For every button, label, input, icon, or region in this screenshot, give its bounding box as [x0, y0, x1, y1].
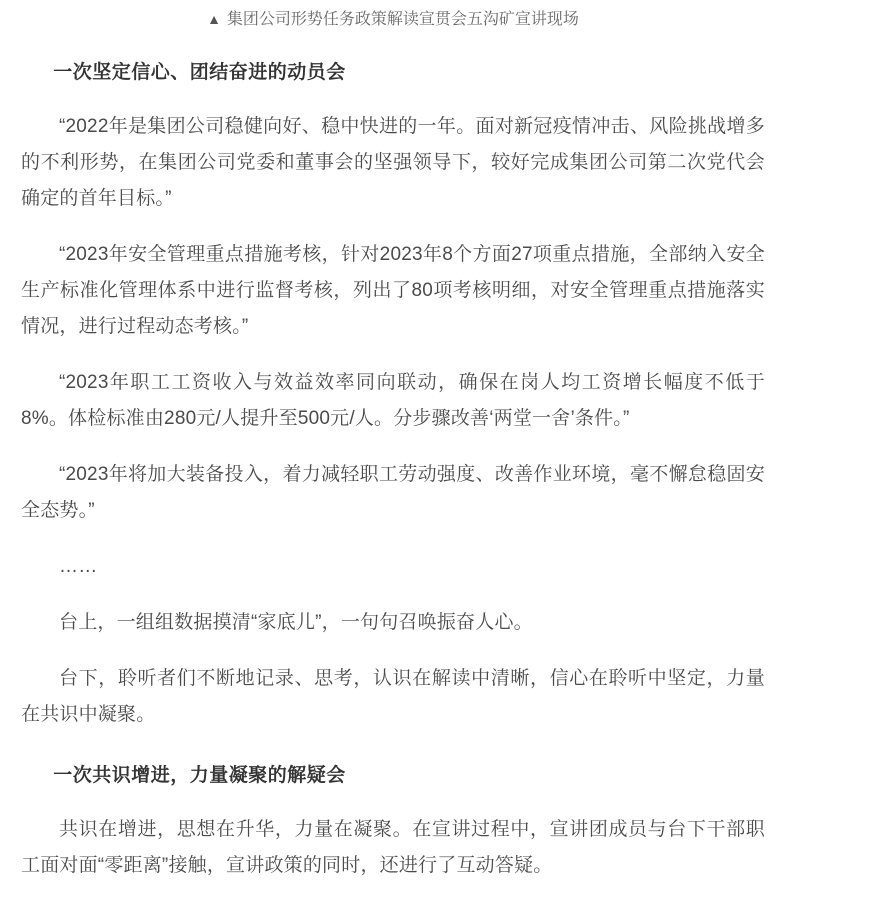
paragraph-quote-wages-welfare: “2023年职工工资收入与效益效率同向联动，确保在岗人均工资增长幅度不低于8%。体检标准由280元/人提升至500元/人。分步骤改善‘两堂一舍’条件。”	[21, 372, 765, 429]
paragraph-quote-equipment-investment: “2023年将加大装备投入，着力减轻职工劳动强度、改善作业环境，毫不懈怠稳固安全态势。”	[21, 464, 765, 521]
paragraph-off-stage: 台下，聆听者们不断地记录、思考，认识在解读中清晰，信心在聆听中坚定，力量在共识中凝聚。	[21, 668, 765, 725]
paragraph-consensus-interaction: 共识在增进，思想在升华，力量在凝聚。在宣讲过程中，宣讲团成员与台下干部职工面对面“零距离”接触，宣讲政策的同时，还进行了互动答疑。	[21, 819, 765, 876]
article-content	[21, 0, 765, 884]
section-heading-mobilization: 一次坚定信心、团结奋进的动员会	[53, 62, 346, 83]
paragraph-ellipsis: ……	[59, 556, 98, 577]
paragraph-quote-safety-assessment: “2023年安全管理重点措施考核，针对2023年8个方面27项重点措施，全部纳入安全生产标准化管理体系中进行监督考核，列出了80项考核明细，对安全管理重点措施落实情况，进行过程动态考核。”	[21, 244, 765, 337]
section-heading-consensus: 一次共识增进，力量凝聚的解疑会	[53, 765, 346, 786]
paragraph-on-stage: 台上，一组组数据摸清“家底儿”，一句句召唤振奋人心。	[59, 612, 533, 633]
image-caption	[21, 9, 765, 30]
image-caption-text: 集团公司形势任务政策解读宣贯会五沟矿宣讲现场	[226, 11, 579, 28]
paragraph-quote-2022-review: “2022年是集团公司稳健向好、稳中快进的一年。面对新冠疫情冲击、风险挑战增多的不利形势，在集团公司党委和董事会的坚强领导下，较好完成集团公司第二次党代会确定的首年目标。”	[21, 116, 765, 209]
triangle-up-icon: ▲	[207, 11, 221, 27]
